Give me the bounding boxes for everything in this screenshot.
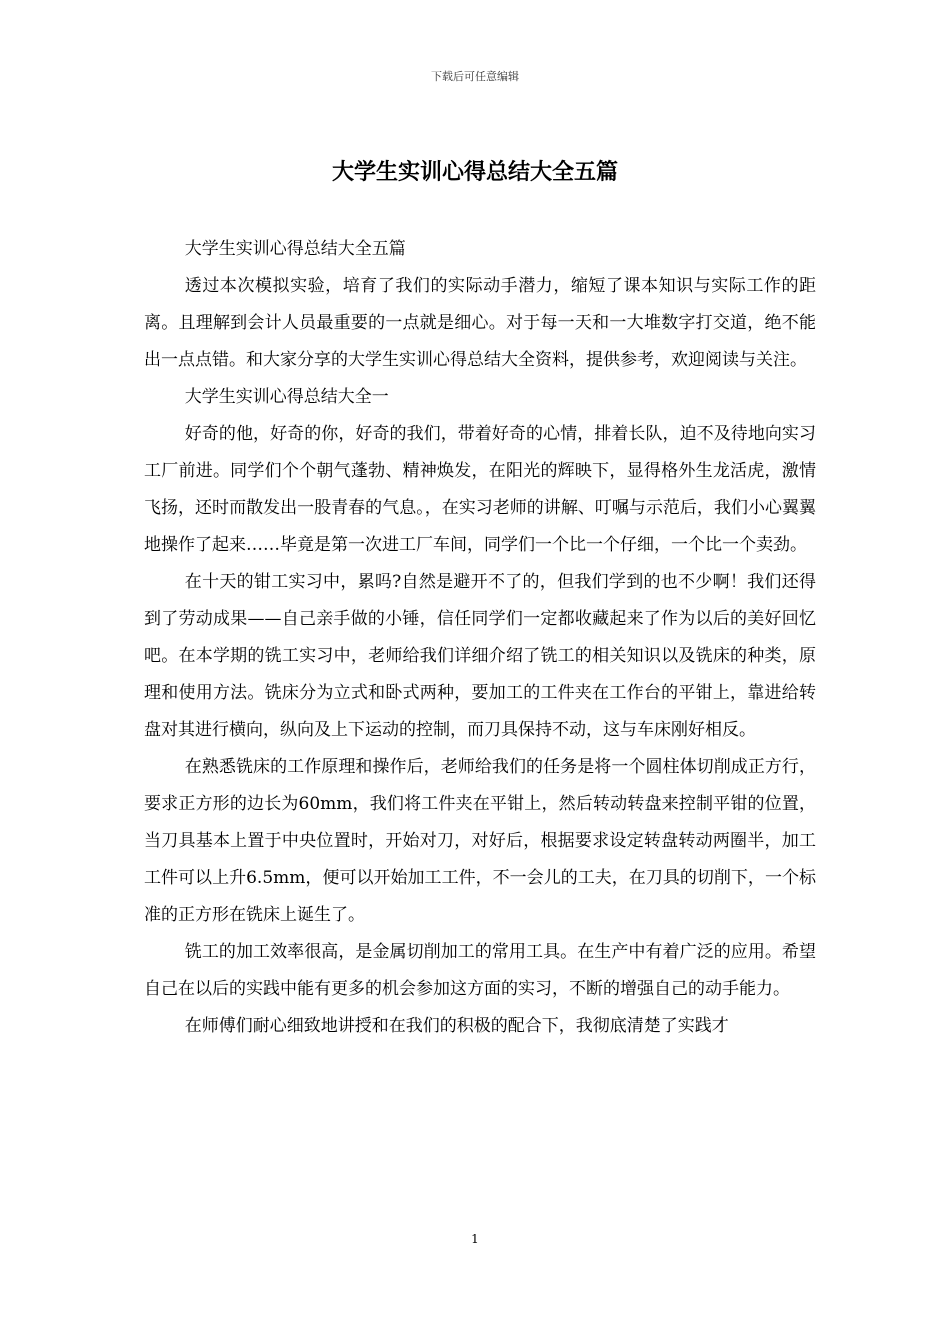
paragraph: 在师傅们耐心细致地讲授和在我们的积极的配合下，我彻底清楚了实践才 (184, 1016, 729, 1036)
paragraph-subtitle: 大学生实训心得总结大全五篇 (184, 239, 406, 259)
paragraph: 铣工的加工效率很高，是金属切削加工的常用工具。在生产中有着广泛的应用。希望自己在以后的实践中能有更多的机会参加这方面的实习，不断的增强自己的动手能力。 (144, 942, 816, 999)
paragraph: 好奇的他，好奇的你，好奇的我们，带着好奇的心情，排着长队，迫不及待地向实习工厂前进。同学们个个朝气蓬勃、精神焕发，在阳光的辉映下，显得格外生龙活虎，激情飞扬，还时而散发出一股青春的气息。，在实习老师的讲解、叮嘱与示范后，我们小心翼翼地操作了起来……毕竟是第一次进工厂车间，同学们一个比一个仔细，一个比一个卖劲。 (144, 424, 816, 555)
paragraph: 在十天的钳工实习中，累吗?自然是避开不了的，但我们学到的也不少啊！我们还得到了劳动成果——自己亲手做的小锤，信任同学们一定都收藏起来了作为以后的美好回忆吧。在本学期的铣工实习中，老师给我们详细介绍了铣工的相关知识以及铣床的种类，原理和使用方法。铣床分为立式和卧式两种，要加工的工件夹在工作台的平钳上，靠进给转盘对其进行横向，纵向及上下运动的控制，而刀具保持不动，这与车床刚好相反。 (144, 572, 816, 740)
document-body (144, 231, 816, 1045)
paragraph-intro: 透过本次模拟实验，培育了我们的实际动手潜力，缩短了课本知识与实际工作的距离。且理解到会计人员最重要的一点就是细心。对于每一天和一大堆数字打交道，绝不能出一点点错。和大家分享的大学生实训心得总结大全资料，提供参考，欢迎阅读与关注。 (144, 276, 816, 370)
page-number: 1 (471, 1232, 479, 1246)
paragraph: 在熟悉铣床的工作原理和操作后，老师给我们的任务是将一个圆柱体切削成正方行，要求正方形的边长为60mm，我们将工件夹在平钳上，然后转动转盘来控制平钳的位置，当刀具基本上置于中央位置时，开始对刀，对好后，根据要求设定转盘转动两圈半，加工工件可以上升6.5mm，便可以开始加工工件，不一会儿的工夫，在刀具的切削下，一个标准的正方形在铣床上诞生了。 (144, 757, 816, 925)
document-title: 大学生实训心得总结大全五篇 (331, 159, 618, 185)
header-note: 下载后可任意编辑 (431, 70, 519, 83)
paragraph-section-heading: 大学生实训心得总结大全一 (184, 387, 389, 407)
